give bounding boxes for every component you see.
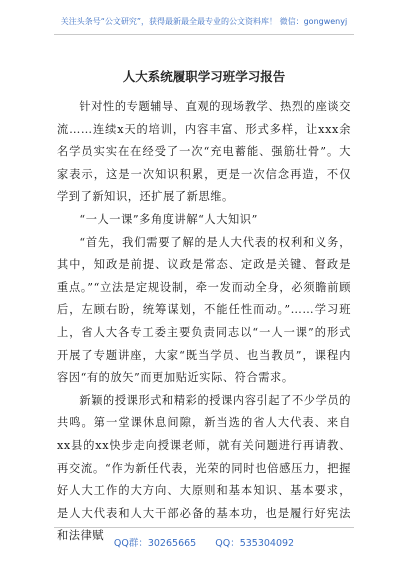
qq-number: QQ：535304092 [215, 538, 295, 549]
header-divider [54, 34, 354, 35]
body-paragraph: 针对性的专题辅导、直观的现场教学、热烈的座谈交流……连续x天的培训，内容丰富、形式多样，让xxx余名学员实实在在经受了一次“充电蓄能、强筋壮骨”。大家表示，这是一次知识积累，更是一次信念再造，不仅学到了新知识，还扩展了新思维。 [57, 100, 351, 204]
page-header: 关注头条号“公文研究”，获得最新最全最专业的公文资料库！ 微信：gongwenyj [60, 17, 348, 26]
section-heading: “一人一课”多角度讲解“人大知识” [79, 212, 258, 226]
qq-group-number: QQ群：30265665 [113, 538, 197, 549]
body-paragraph: 新颖的授课形式和精彩的授课内容引起了不少学员的共鸣。第一堂课休息间隙，新当选的省人大代表、来自xx县的xx快步走向授课老师，就有关问题进行再请教、再交流。“作为新任代表，光荣的同时也倍感压力，把握好人大工作的大方向、大原则和基本知识、基本要求，是人大代表和人大干部必备的基本功，也是履行好宪法和法律赋 [57, 393, 351, 543]
body-paragraph: “首先，我们需要了解的是人大代表的权利和义务，其中，知政是前提、议政是常态、定政是关键、督政是重点。”“立法是定规设制，牵一发而动全身，必须瞻前顾后，左顾右盼，统筹谋划，不能任性而动。”……学习班上，省人大各专工委主要负责同志以“一人一课”的形式开展了专题讲座，大家“既当学员、也当教员”，课程内容因“有的放矢”而更加贴近实际、符合需求。 [57, 235, 351, 385]
document-title: 人大系统履职学习班学习报告 [122, 69, 286, 84]
footer-divider [54, 527, 354, 528]
document-body [57, 96, 351, 548]
page-footer [0, 535, 408, 549]
